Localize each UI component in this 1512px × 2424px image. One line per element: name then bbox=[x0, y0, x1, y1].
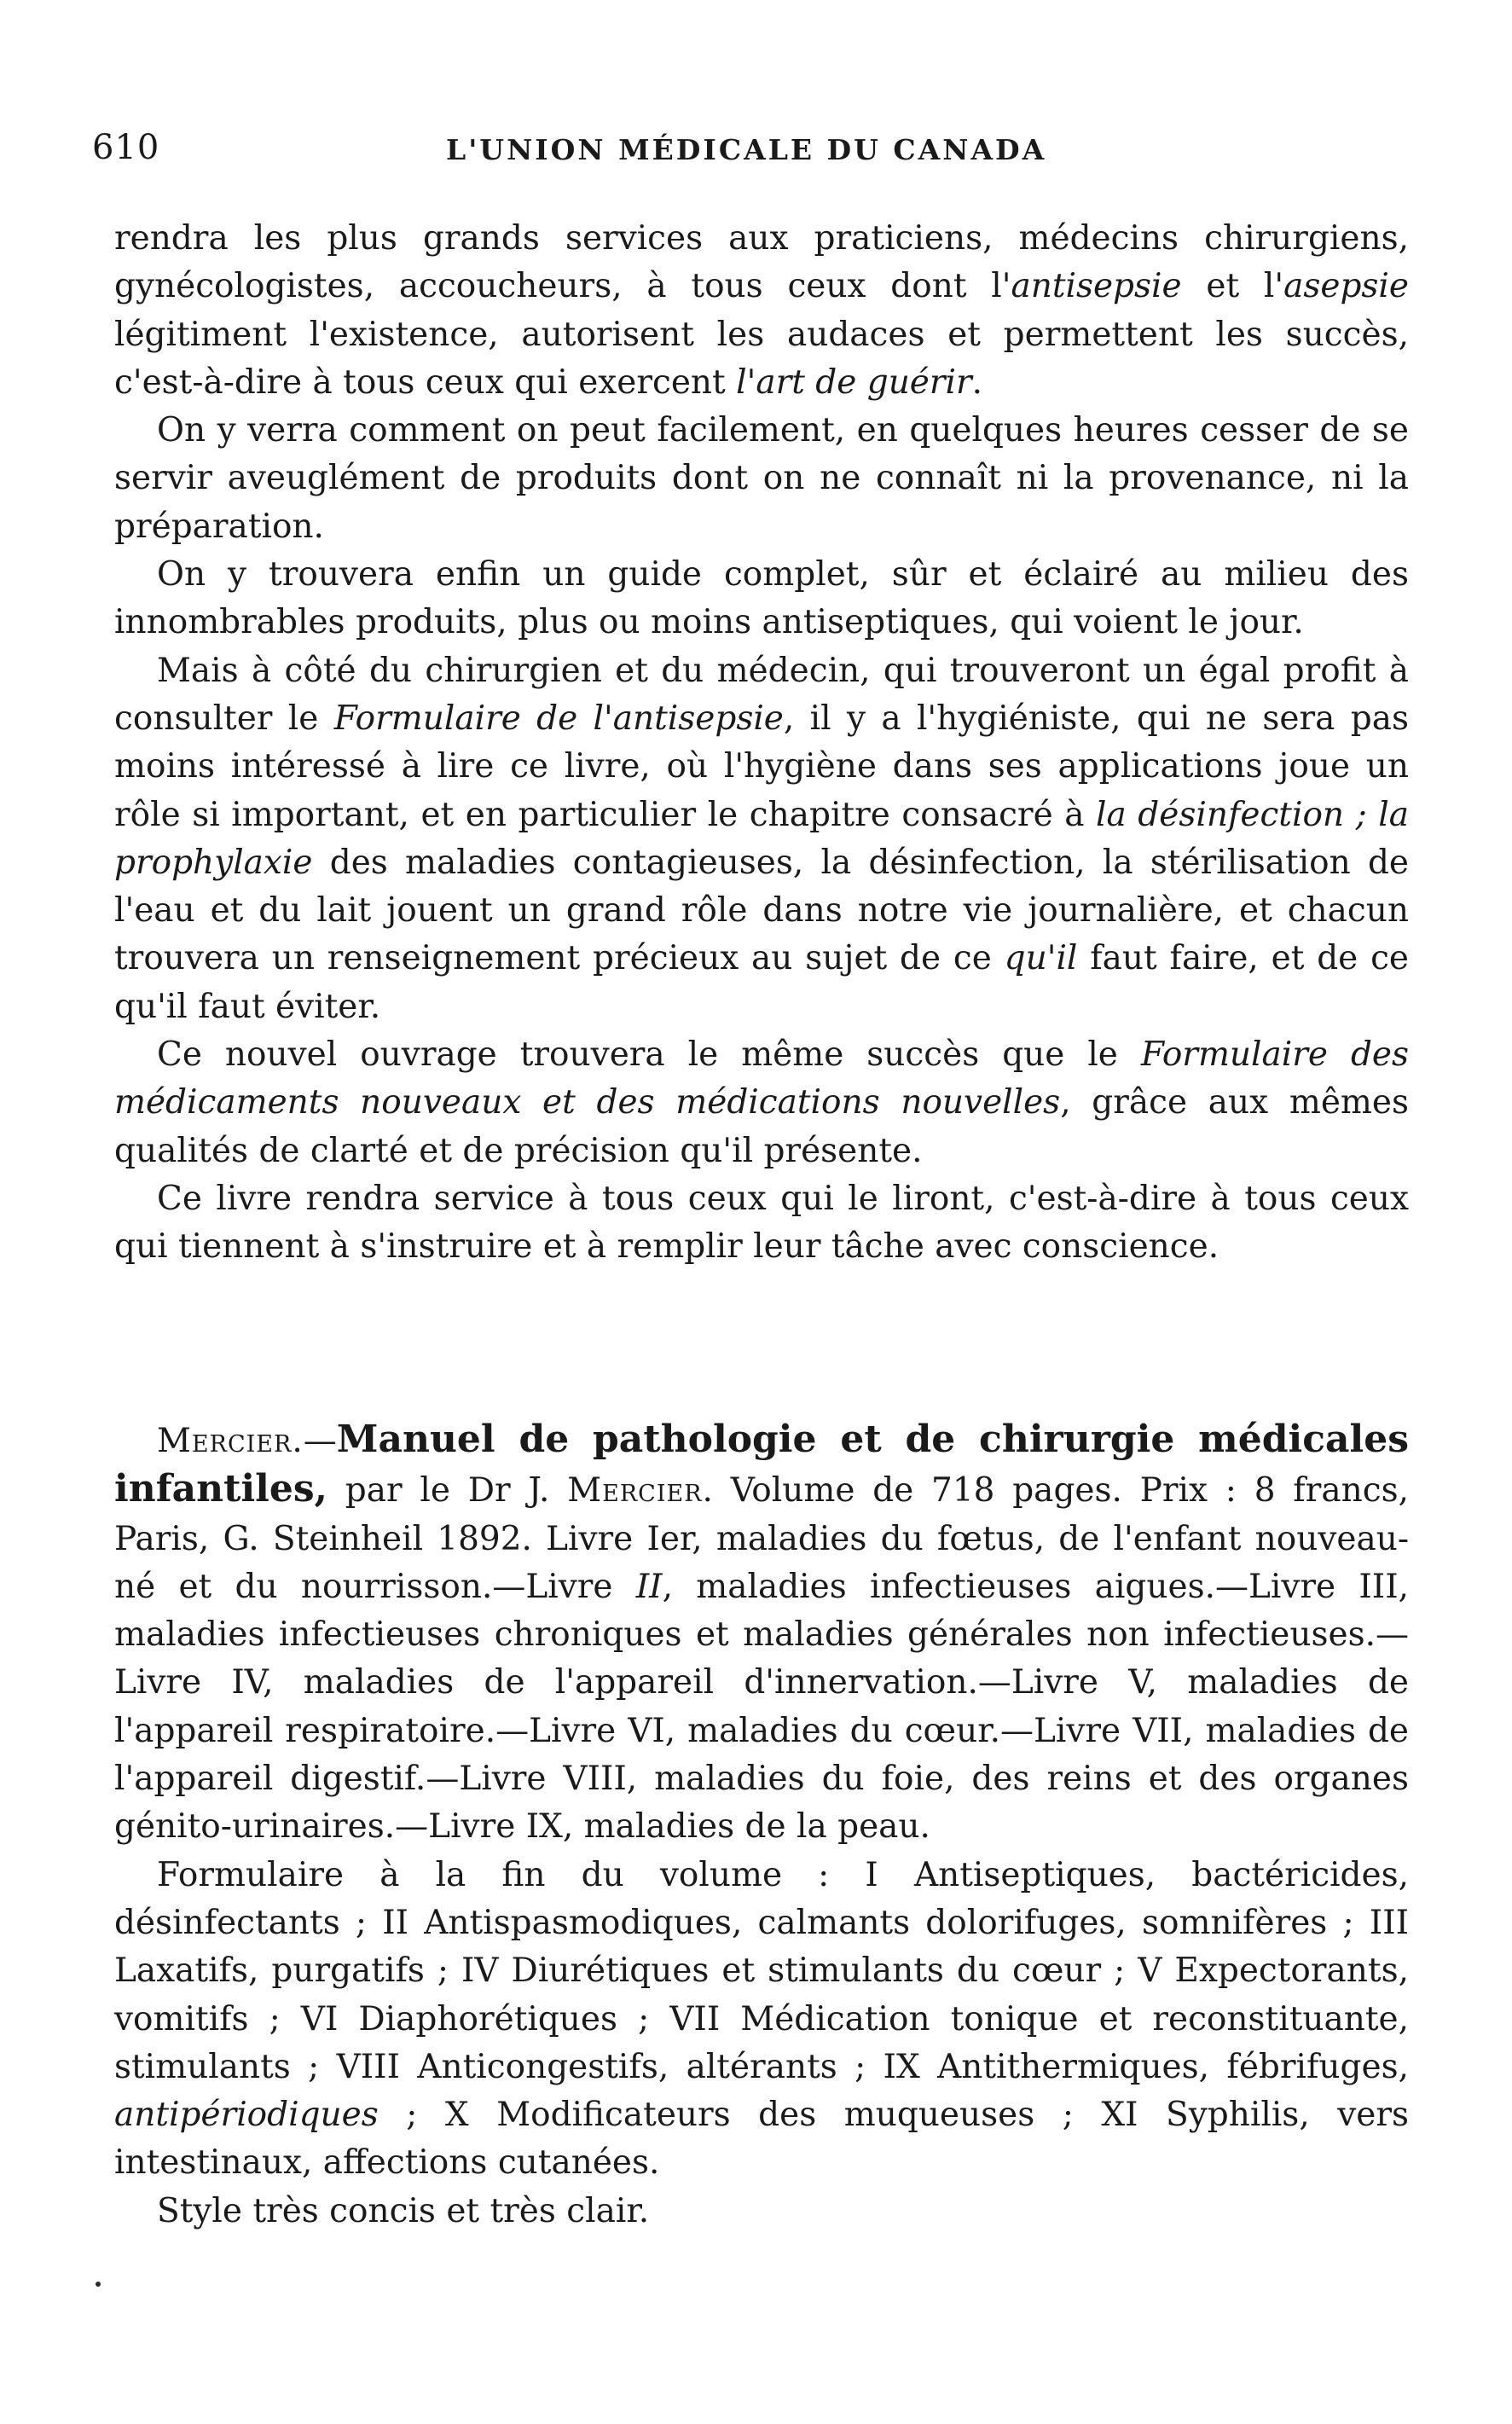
italic-term-antiperiodiques: antipériodiques bbox=[114, 2096, 379, 2135]
paragraph-5 bbox=[114, 1031, 1409, 1175]
book-review bbox=[114, 1416, 1409, 2236]
text-run: rendra les plus grands services aux praticiens, médecins chirurgiens, gynécologistes, accoucheurs, à tous ceux dont l' bbox=[114, 219, 1409, 306]
paragraph-1 bbox=[114, 215, 1409, 407]
text-run: Formulaire à la fin du volume : I Antiseptiques, bactéricides, désinfectants ; II Antispasmodiques, calmants dolorifuges, somnifères ; III Laxatifs, purgatifs ; IV Diurétiques et stimulants du cœur ; V Expectorants, vomitifs ; VI Diaphorétiques ; VII Médication tonique et reconstituante, stimulants ; VIII Anticongestifs, altérants ; IX Antithermiques, fébrifuges, bbox=[114, 1855, 1409, 2086]
text-run: ; X Modificateurs des muqueuses ; XI Syphilis, vers intestinaux, affections cutanées. bbox=[114, 2096, 1409, 2183]
text-run: , il y a l'hygiéniste, qui ne sera pas moins intéressé à lire ce livre, où l'hygiène dans ses applications joue un rôle si important, et en particulier le chapitre consacré à bbox=[114, 699, 1409, 834]
review-author-lead: Mercier. bbox=[157, 1422, 304, 1460]
review-book-title: Manuel de pathologie et de chirurgie médicales infantiles, bbox=[114, 1418, 1409, 1511]
review-formulary bbox=[114, 1852, 1409, 2188]
paragraph-6: Ce livre rendra service à tous ceux qui le liront, c'est-à-dire à tous ceux qui tiennent à s'instruire et à remplir leur tâche avec conscience. bbox=[114, 1179, 1409, 1267]
article-continuation bbox=[114, 215, 1409, 1272]
text-run: Mais à côté du chirurgien et du médecin, qui trouveront un égal profit à consulter le bbox=[114, 651, 1409, 738]
italic-term-antisepsie: antisepsie bbox=[1011, 267, 1182, 306]
text-run: . bbox=[971, 362, 983, 402]
italic-term-art-de-guerir: l'art de guérir bbox=[736, 362, 972, 402]
review-style-note: Style très concis et très clair. bbox=[157, 2191, 650, 2230]
review-author-name: Mercier bbox=[567, 1471, 703, 1511]
text-run: faut faire, et de ce qu'il faut éviter. bbox=[114, 939, 1409, 1026]
italic-term-desinfection: la désinfection ; la prophylaxie bbox=[114, 795, 1410, 882]
text-run: Ce nouvel ouvrage trouvera le même succès que le bbox=[157, 1035, 1141, 1075]
italic-word: qu'il bbox=[1004, 939, 1078, 978]
paragraph-2: On y verra comment on peut facilement, en quelques heures cesser de se servir aveuglément de produits dont on ne connaît ni la provenance, ni la préparation. bbox=[114, 411, 1409, 546]
running-head bbox=[92, 128, 1422, 179]
journal-title: L'UNION MÉDICALE DU CANADA bbox=[446, 133, 1047, 166]
italic-title-formulaire: Formulaire de l'antisepsie bbox=[333, 699, 784, 738]
text-run: des maladies contagieuses, la désinfection, la stérilisation de l'eau et du lait jouent un grand rôle dans notre vie journalière, et chacun trouvera un renseignement précieux au sujet de ce bbox=[114, 843, 1409, 978]
text-run: , grâce aux mêmes qualités de clarté et de précision qu'il présente. bbox=[114, 1083, 1409, 1170]
italic-title-formulaire-medicaments: Formulaire des médicaments nouveaux et des médications nouvelles bbox=[114, 1035, 1410, 1122]
text-run: légitiment l'existence, autorisent les audaces et permettent les succès, c'est-à-dire à tous ceux qui exercent bbox=[114, 315, 1409, 402]
ink-speck bbox=[96, 2282, 101, 2287]
page-number: 610 bbox=[92, 128, 160, 167]
text-run: et l' bbox=[1181, 267, 1284, 306]
text-run: , maladies infectieuses aigues.—Livre III, maladies infectieuses chroniques et maladies générales non infectieuses.—Livre IV, maladies de l'appareil d'innervation.—Livre V, maladies de l'appareil respiratoire.—Livre VI, maladies du cœur.—Livre VII, maladies de l'appareil digestif.—Livre VIII, maladies du foie, des reins et des organes génito-urinaires.—Livre IX, maladies de la peau. bbox=[114, 1567, 1410, 1847]
review-citation bbox=[114, 1416, 1409, 1852]
italic-term-asepsie: asepsie bbox=[1283, 267, 1409, 306]
text-run: par le Dr J. bbox=[327, 1471, 568, 1511]
text-run: . Volume de 718 pages. Prix : 8 francs, Paris, G. Steinheil 1892. Livre Ier, maladies du fœtus, de l'enfant nouveau-né et du nourrisson.—Livre bbox=[114, 1471, 1409, 1606]
italic-numeral: II bbox=[635, 1567, 663, 1606]
paragraph-4 bbox=[114, 647, 1409, 1031]
text-run: — bbox=[303, 1422, 337, 1460]
paragraph-3: On y trouvera enfin un guide complet, sûr et éclairé au milieu des innombrables produits, plus ou moins antiseptiques, qui voient le jour. bbox=[114, 555, 1409, 642]
